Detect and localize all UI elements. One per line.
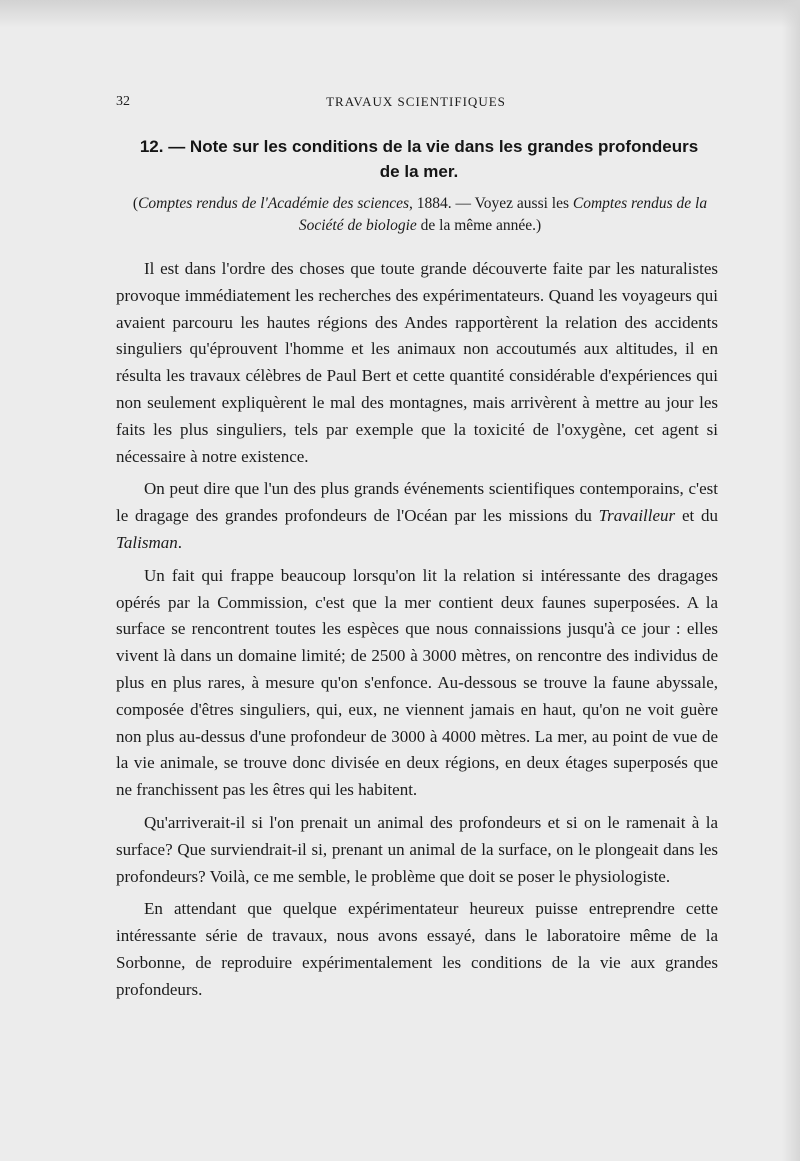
paragraph-4: Qu'arriverait-il si l'on prenait un animal des profondeurs et si on le ramenait à la surface? Que surviendrait-il si, prenant un animal de la surface, on le plongeait dans les profondeurs? Voilà, ce me semble, le problème que doit se poser le physiologiste. — [116, 812, 718, 886]
ship-name-talisman: Talisman — [116, 532, 178, 552]
body-text — [116, 256, 718, 1010]
section-title-line-2: de la mer. — [379, 162, 459, 181]
paragraph-2-text-2: et du — [675, 506, 718, 526]
section-title-line-1: 12. — Note sur les conditions de la vie dans les grandes profondeurs — [139, 137, 699, 156]
paragraph-2-text-3: . — [177, 532, 182, 552]
paragraph-2-text-1: On peut dire que l'un des plus grands événements scientifiques contemporains, c'est le dragage des grandes profondeurs de l'Océan par les missions du — [116, 479, 718, 526]
page-edge-shadow — [782, 0, 800, 1161]
running-head: TRAVAUX SCIENTIFIQUES — [326, 94, 506, 109]
citation-journal-2: Comptes rendus de la Société de biologie — [298, 195, 708, 234]
section-title — [120, 134, 718, 184]
citation-text-2: de la même année.) — [416, 217, 542, 234]
paragraph-3: Un fait qui frappe beaucoup lorsqu'on lit la relation si intéressante des dragages opérés par la Commission, c'est que la mer contient deux faunes superposées. A la surface se rencontrent toutes les espèces que nous connaissions jusqu'à ce jour : elles vivent là dans un domaine limité; de 2500 à 3000 mètres, on rencontre des individus de plus en plus rares, à mesure qu'on s'enfonce. Au-dessous se trouve la faune abyssale, composée d'êtres singuliers, qui, eux, ne viennent jamais en haut, qu'on ne voit guère non plus au-dessus d'une profondeur de 3000 à 4000 mètres. La mer, au point de vue de la vie animale, se trouve donc divisée en deux régions, en deux étages superposés que ne franchissent pas les êtres qui les habitent. — [116, 565, 718, 800]
paragraph-2 — [116, 476, 718, 556]
citation-journal-1: Comptes rendus de l'Académie des sciences — [138, 195, 409, 212]
citation-open-paren: ( — [132, 195, 139, 212]
citation-text-1: , 1884. — Voyez aussi les — [408, 195, 573, 212]
citation — [114, 193, 726, 237]
paragraph-1: Il est dans l'ordre des choses que toute grande découverte faite par les naturalistes provoque immédiatement les recherches des expérimentateurs. Quand les voyageurs qui avaient parcouru les hautes régions des Andes rapportèrent la relation des accidents singuliers qu'éprouvent l'homme et les animaux non accoutumés aux altitudes, il en résulta les travaux célèbres de Paul Bert et cette quantité considérable d'expériences qui non seulement expliquèrent le mal des montagnes, mais arrivèrent à mettre au jour les faits les plus singuliers, tels par exemple que la toxicité de l'oxygène, cet agent si nécessaire à notre existence. — [116, 259, 718, 466]
scan-shadow — [0, 0, 800, 28]
ship-name-travailleur: Travailleur — [598, 506, 676, 526]
page-number: 32 — [116, 94, 130, 109]
paragraph-5: En attendant que quelque expérimentateur heureux puisse entreprendre cette intéressante série de travaux, nous avons essayé, dans le laboratoire même de la Sorbonne, de reproduire expérimentalement les conditions de la vie aux grandes profondeurs. — [116, 899, 718, 999]
